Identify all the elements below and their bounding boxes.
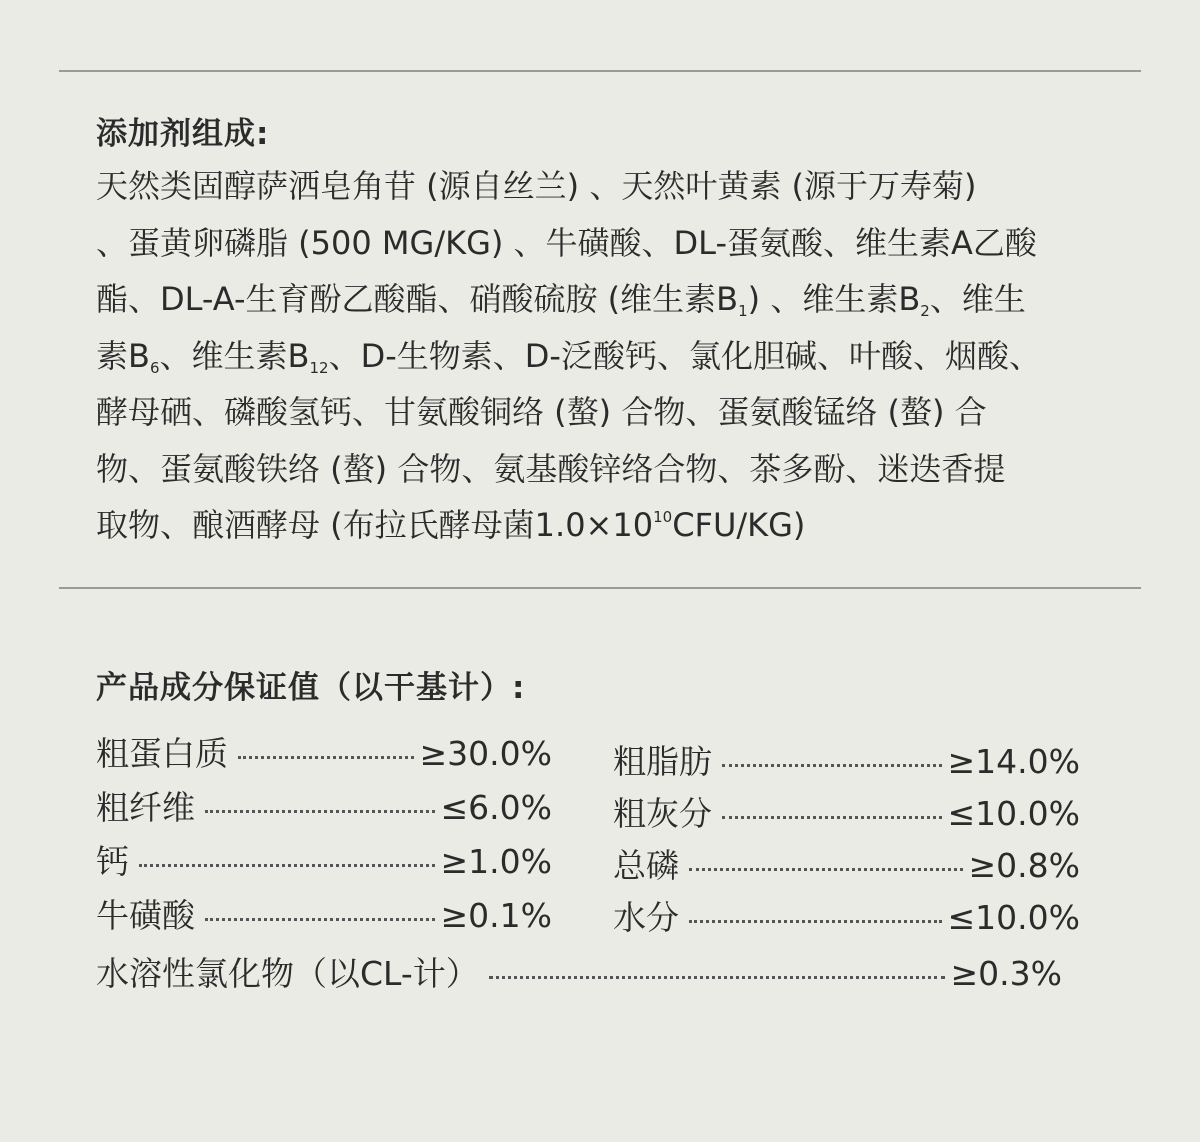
guarantee-row-crude-ash [613, 788, 1080, 833]
nutrient-value: ≥14.0% [947, 742, 1080, 781]
additives-text: 素B [96, 336, 150, 375]
guarantee-row-crude-fat [613, 736, 1080, 781]
guarantee-title: 产品成分保证值（以干基计）: [96, 670, 526, 706]
guarantee-row-total-phosphorus [613, 840, 1080, 885]
additives-line: 物、蛋氨酸铁络 (螯) 合物、氨基酸锌络合物、茶多酚、迷迭香提 [96, 449, 1006, 488]
additives-line: 天然类固醇萨洒皂角苷 (源自丝兰) 、天然叶黄素 (源于万寿菊) [96, 167, 977, 205]
additives-line: 、蛋黄卵磷脂 (500 MG/KG) 、牛磺酸、DL-蛋氨酸、维生素A乙酸 [96, 223, 1037, 262]
dot-leader [722, 764, 942, 767]
additives-text: CFU/KG) [672, 506, 806, 544]
nutrient-value: ≥30.0% [419, 734, 552, 773]
dot-leader [139, 864, 435, 867]
additives-text: 酯、DL-A-生育酚乙酸酯、硝酸硫胺 (维生素B [96, 280, 739, 318]
dot-leader [205, 918, 435, 921]
guarantee-row-crude-protein [96, 728, 552, 773]
nutrient-label: 水溶性氯化物（以CL-计） [96, 954, 479, 993]
nutrient-value: ≥1.0% [440, 842, 552, 881]
nutrient-label: 粗纤维 [96, 788, 195, 827]
nutrient-label: 粗灰分 [613, 794, 712, 833]
guarantee-row-calcium [96, 836, 552, 881]
subscript: 1 [738, 302, 748, 320]
guarantee-row-taurine [96, 890, 552, 935]
guarantee-row-crude-fiber [96, 782, 552, 827]
middle-divider [59, 587, 1141, 589]
nutrient-label: 总磷 [613, 846, 679, 885]
nutrient-value: ≤6.0% [440, 788, 552, 827]
nutrient-label: 钙 [96, 842, 129, 881]
nutrient-value: ≥0.3% [950, 954, 1062, 993]
additives-title: 添加剂组成: [96, 116, 270, 152]
nutrient-value: ≥0.1% [440, 896, 552, 935]
additives-line [96, 497, 1081, 554]
dot-leader [489, 976, 945, 979]
dot-leader [205, 810, 435, 813]
additives-line [96, 271, 1081, 328]
subscript: 2 [920, 302, 930, 320]
nutrient-label: 水分 [613, 898, 679, 937]
dot-leader [722, 816, 942, 819]
additives-text: 、维生素B [159, 336, 310, 375]
dot-leader [238, 756, 414, 759]
subscript: 12 [309, 358, 329, 377]
additives-text: 、维生 [929, 280, 1026, 318]
subscript: 6 [149, 358, 160, 377]
superscript: 10 [653, 508, 673, 526]
guarantee-row-moisture [613, 892, 1080, 937]
nutrient-value: ≤10.0% [947, 794, 1080, 833]
guarantee-row-water-soluble-chloride [96, 948, 1062, 993]
dot-leader [689, 920, 942, 923]
additives-list [96, 158, 1081, 554]
additives-text: 取物、酿酒酵母 (布拉氏酵母菌1.0×10 [96, 506, 654, 544]
nutrient-value: ≤10.0% [947, 898, 1080, 937]
additives-line: 酵母硒、磷酸氢钙、甘氨酸铜络 (螯) 合物、蛋氨酸锰络 (螯) 合 [96, 393, 987, 431]
dot-leader [689, 868, 963, 871]
nutrient-label: 粗蛋白质 [96, 734, 228, 773]
nutrient-label: 粗脂肪 [613, 742, 712, 781]
top-divider [59, 70, 1141, 72]
nutrient-label: 牛磺酸 [96, 896, 195, 935]
additives-line [96, 328, 1081, 385]
additives-text: ) 、维生素B [747, 280, 921, 318]
nutrient-value: ≥0.8% [968, 846, 1080, 885]
additives-text: 、D-生物素、D-泛酸钙、氯化胆碱、叶酸、烟酸、 [328, 336, 1041, 375]
